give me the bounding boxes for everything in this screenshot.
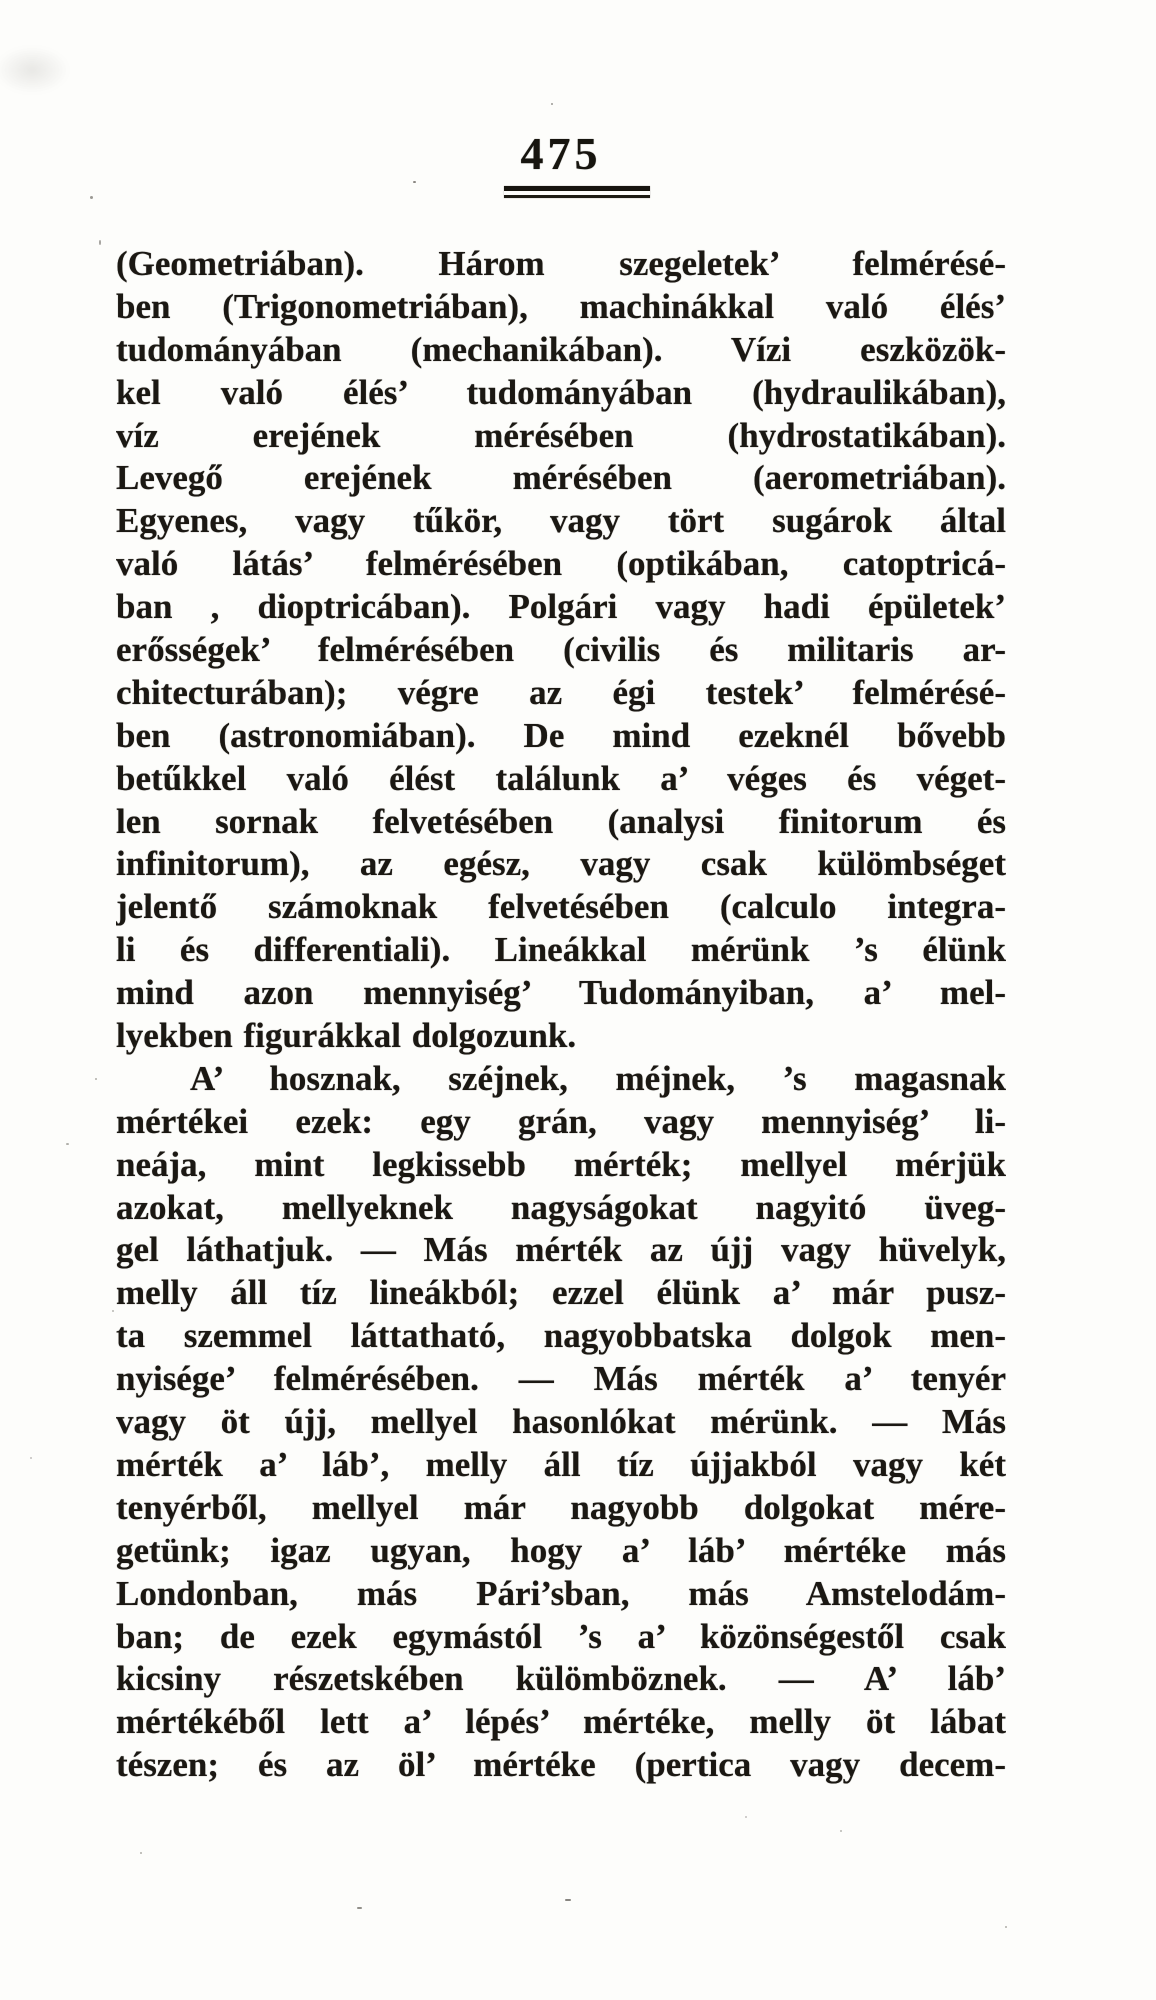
text-block	[116, 243, 1006, 1787]
text-line: Levegő erejének mérésében (aerometriában).	[116, 458, 1006, 498]
dust-speck	[840, 1830, 842, 1832]
text-line: ta szemmel láttatható, nagyobbatska dolgok men-	[116, 1316, 1006, 1356]
text-line: chitecturában); végre az égi testek’ felmérésé-	[116, 672, 1006, 712]
text-line: mind azon mennyiség’ Tudományiban, a’ mel-	[116, 973, 1006, 1013]
text-line: lyekben figurákkal dolgozunk.	[116, 1016, 577, 1056]
text-line: mértékei ezek: egy grán, vagy mennyiség’ li-	[116, 1101, 1006, 1141]
text-line: azokat, mellyeknek nagyságokat nagyitó üveg-	[116, 1187, 1006, 1227]
dust-speck	[112, 1310, 114, 1312]
text-line: A’ hosznak, széjnek, méjnek, ’s magasnak	[190, 1058, 1006, 1098]
text-line: tenyérből, mellyel már nagyobb dolgokat mére-	[116, 1487, 1006, 1527]
dust-speck	[99, 240, 101, 245]
dust-speck	[413, 181, 416, 183]
dust-speck	[565, 1899, 571, 1901]
text-line: jelentő számoknak felvetésében (calculo integra-	[116, 887, 1006, 927]
dust-speck	[357, 1907, 362, 1909]
dust-speck	[30, 1457, 32, 1459]
text-line: vagy öt újj, mellyel hasonlókat mérünk. — Más	[116, 1402, 1006, 1442]
text-line: gel láthatjuk. — Más mérték az újj vagy hüvelyk,	[116, 1230, 1006, 1270]
text-line: (Geometriában). Három szegeletek’ felmérésé-	[116, 244, 1006, 283]
text-line: Egyenes, vagy tűkör, vagy tört sugárok által	[116, 501, 1006, 541]
dust-speck	[90, 196, 93, 199]
text-line: len sornak felvetésében (analysi finitorum és	[116, 801, 1006, 841]
text-line: melly áll tíz lineákból; ezzel élünk a’ már pusz-	[116, 1273, 1006, 1313]
text-line: ban; de ezek egymástól ’s a’ közönségestől csak	[116, 1616, 1006, 1656]
text-line: li és differentiali). Lineákkal mérünk ’s élünk	[116, 930, 1006, 970]
dust-speck	[551, 103, 553, 105]
scan-corner-smudge	[0, 38, 82, 102]
dust-speck	[745, 1816, 747, 1818]
page-number: 475	[520, 128, 602, 179]
header-double-rule	[504, 186, 650, 198]
dust-speck	[1005, 1926, 1007, 1928]
text-line: mérték a’ láb’, melly áll tíz újjakból vagy két	[116, 1444, 1006, 1484]
text-line: kel való élés’ tudományában (hydraulikában),	[116, 372, 1006, 412]
text-line: való látás’ felmérésében (optikában, catoptricá-	[116, 544, 1006, 584]
text-line: tészen; és az öl’ mértéke (pertica vagy decem-	[116, 1745, 1006, 1785]
text-line: ben (astronomiában). De mind ezeknél bővebb	[116, 715, 1006, 755]
text-line: ben (Trigonometriában), machinákkal való élés’	[116, 286, 1006, 326]
dust-speck	[66, 1143, 69, 1145]
text-line: getünk; igaz ugyan, hogy a’ láb’ mértéke más	[116, 1530, 1006, 1570]
dust-speck	[140, 1852, 142, 1854]
dust-speck	[95, 1078, 97, 1080]
text-line: erősségek’ felmérésében (civilis és militaris ar-	[116, 630, 1006, 670]
text-line: tudományában (mechanikában). Vízi eszközök-	[116, 329, 1006, 369]
text-line: betűkkel való élést találunk a’ véges és véget-	[116, 758, 1006, 798]
text-line: nyisége’ felmérésében. — Más mérték a’ tenyér	[116, 1359, 1006, 1399]
text-line: ban , dioptricában). Polgári vagy hadi épületek’	[116, 587, 1006, 627]
text-line: mértékéből lett a’ lépés’ mértéke, melly öt lábat	[116, 1702, 1006, 1742]
text-line: Londonban, más Pári’sban, más Amstelodám-	[116, 1573, 1006, 1613]
text-line: víz erejének mérésében (hydrostatikában).	[116, 415, 1006, 455]
text-line: kicsiny részetskében külömböznek. — A’ láb’	[116, 1659, 1006, 1699]
text-line: infinitorum), az egész, vagy csak külömbséget	[116, 844, 1006, 884]
text-line: neája, mint legkissebb mérték; mellyel mérjük	[116, 1144, 1006, 1184]
